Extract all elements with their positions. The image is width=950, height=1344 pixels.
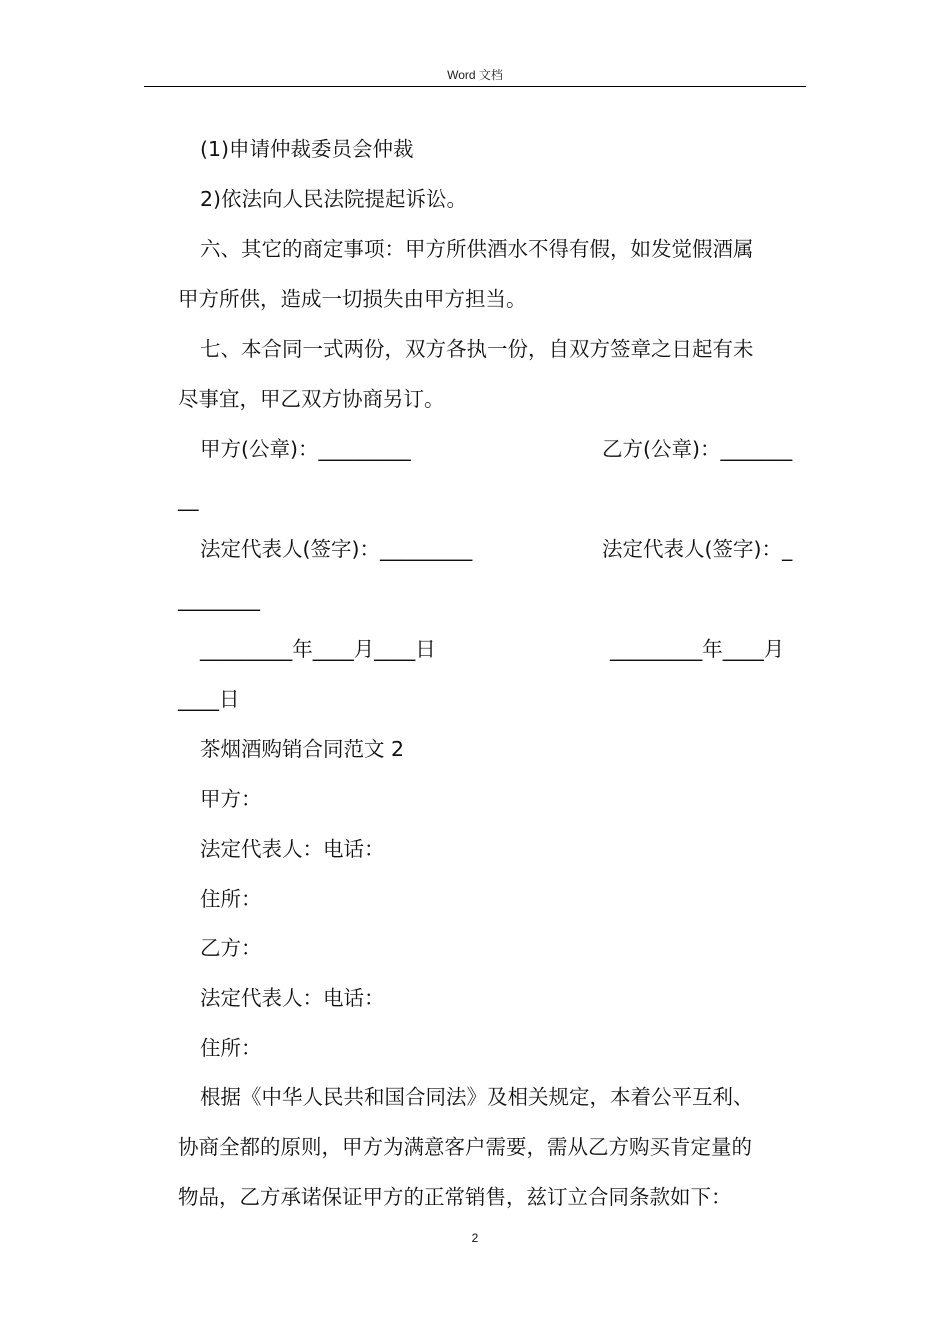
party-b-date-cont: ____日 <box>178 687 240 711</box>
section-title: 茶烟酒购销合同范文 2 <box>200 737 405 761</box>
party-a-address: 住所： <box>200 887 262 911</box>
preamble-line2: 协商全都的原则，甲方为满意客户需要，需从乙方购买肯定量的 <box>178 1135 752 1159</box>
clause-seven-line1: 七、本合同一式两份，双方各执一份，自双方签章之日起有未 <box>200 337 754 361</box>
clause-six-line1: 六、其它的商定事项：甲方所供酒水不得有假，如发觉假酒属 <box>200 237 754 261</box>
preamble-line3: 物品，乙方承诺保证甲方的正常销售，兹订立合同条款如下： <box>178 1185 732 1209</box>
party-b-rep-signature-cont: ________ <box>178 587 260 611</box>
party-b-rep-signature: 法定代表人(签字)：_ <box>602 537 793 561</box>
party-b-seal-field: 乙方(公章)：_______ <box>602 437 793 461</box>
party-a-date: _________年____月____日 <box>200 637 436 661</box>
page-header: Word 文档 <box>447 68 503 82</box>
party-b-seal-field-cont: __ <box>178 487 199 511</box>
preamble-line1: 根据《中华人民共和国合同法》及相关规定，本着公平互利、 <box>200 1085 754 1109</box>
page-number: 2 <box>471 1231 479 1245</box>
party-a-seal-field: 甲方(公章)：_________ <box>200 437 411 461</box>
clause-litigation: 2)依法向人民法院提起诉讼。 <box>200 187 468 211</box>
clause-arbitration: (1)申请仲裁委员会仲裁 <box>200 137 414 161</box>
party-b-label: 乙方： <box>200 936 262 960</box>
clause-six-line2: 甲方所供，造成一切损失由甲方担当。 <box>178 287 527 311</box>
party-a-rep-signature: 法定代表人(签字)：_________ <box>200 537 473 561</box>
clause-seven-line2: 尽事宜，甲乙双方协商另订。 <box>178 387 445 411</box>
party-a-label: 甲方： <box>200 787 262 811</box>
header-divider <box>144 86 806 87</box>
party-b-representative: 法定代表人：电话： <box>200 986 385 1010</box>
party-a-representative: 法定代表人：电话： <box>200 837 385 861</box>
party-b-date: _________年____月 <box>610 637 785 661</box>
party-b-address: 住所： <box>200 1036 262 1060</box>
